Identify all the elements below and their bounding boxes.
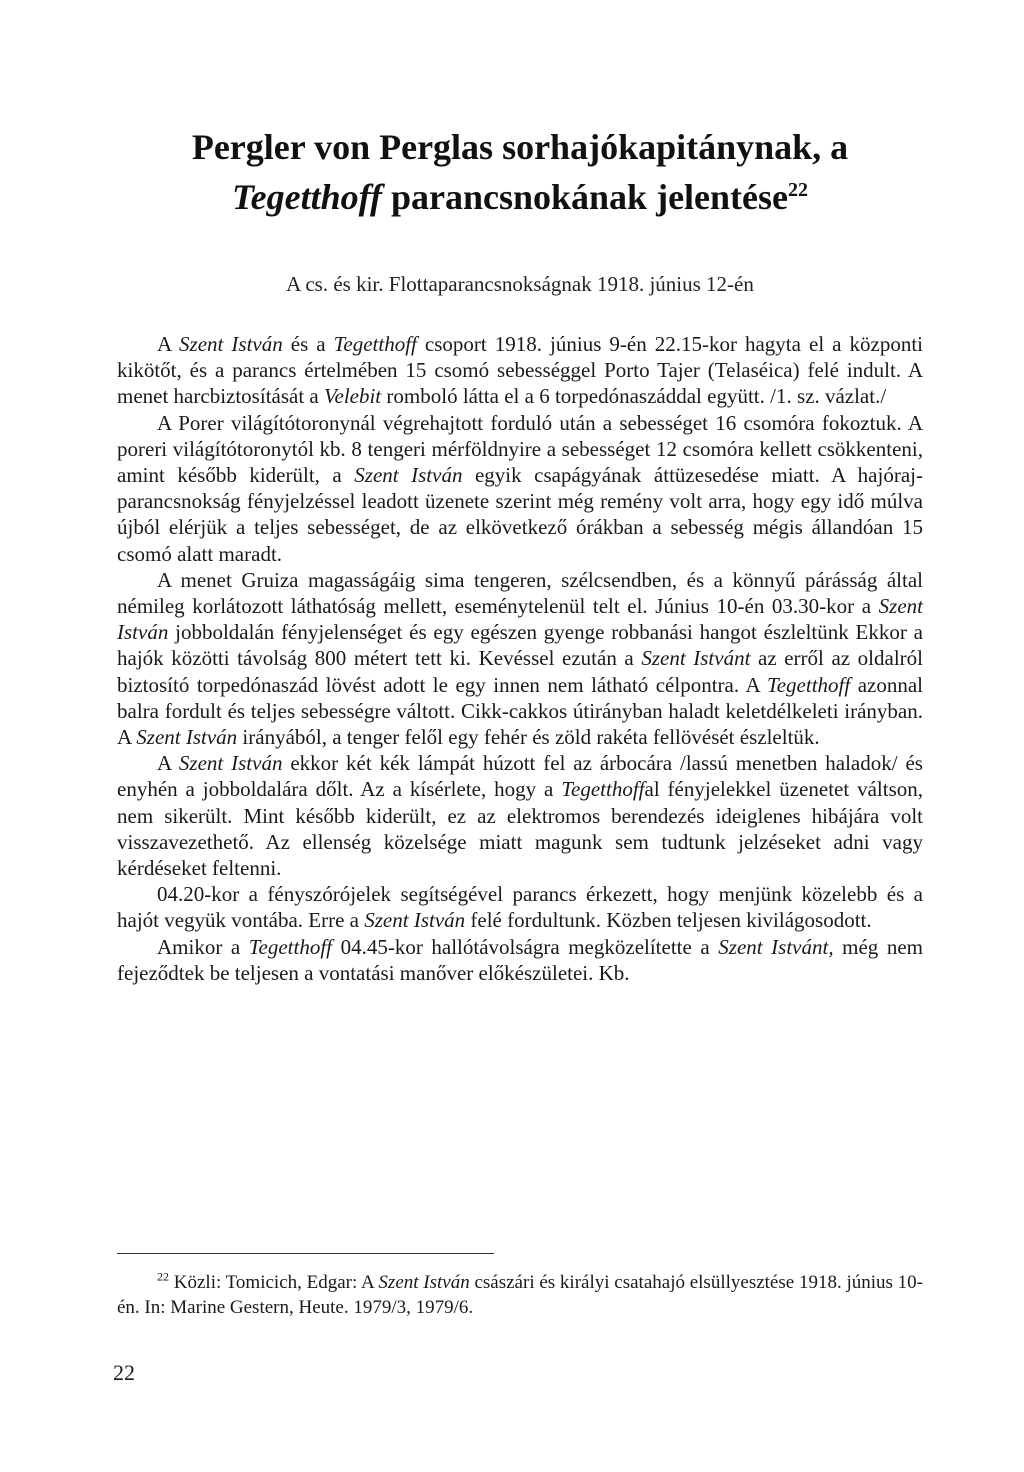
italic-run: Szent Istvánt bbox=[641, 646, 751, 671]
text-run: ekkor két kék lámpát húzott fel az árbocára /lassú menetben haladok/ és enyhén a jobboldalára dőlt. Az a kísérlete, hogy a bbox=[117, 751, 923, 802]
italic-run: Szent István bbox=[378, 1272, 470, 1293]
report-heading: A cs. és kir. Flottaparancsnokságnak 1918. június 12-én bbox=[286, 272, 754, 296]
italic-run: Tegetthoff bbox=[248, 934, 333, 959]
text-run: császári és királyi csatahajó elsüllyesztése 1918. június 10-én. In: Marine Gestern, Heute. 1979/3, 1979/6. bbox=[117, 1272, 923, 1318]
paragraph-1 bbox=[117, 331, 923, 410]
title-line-2 bbox=[110, 172, 930, 222]
italic-run: Tegetthoff bbox=[766, 672, 851, 697]
footnote-number: 22 bbox=[157, 1269, 169, 1284]
text-run: al fényjelekkel üzenetet váltson, nem sikerült. Mint később kiderült, ez az elektromos berendezés ideiglenes hibájára volt visszavezethető. Az ellenség közelsége miatt magunk sem tudtunk jelzéseket adni vagy kérdéseket feltenni. bbox=[117, 777, 923, 881]
italic-run: Szent István bbox=[136, 725, 238, 750]
text-run: 04.20-kor a fényszórójelek segítségével parancs érkezett, hogy menjünk közelebb és a hajót vegyük vontába. Erre a bbox=[117, 882, 923, 933]
text-run: romboló látta el a 6 torpedónaszáddal együtt. /1. sz. vázlat./ bbox=[381, 384, 887, 409]
title-footnote-ref: 22 bbox=[788, 179, 809, 201]
paragraph-2 bbox=[117, 410, 923, 567]
paragraph-5 bbox=[117, 881, 923, 933]
text-run: A Porer világítótoronynál végrehajtott forduló után a sebességet 16 csomóra fokoztuk. A poreri világítótoronytól kb. 8 tengeri mérföldnyire a sebességet 12 csomóra kellett csökkenteni, amint később kiderült, a bbox=[117, 410, 923, 488]
text-run: felé fordultunk. Közben teljesen kivilágosodott. bbox=[465, 908, 872, 933]
page-title bbox=[110, 122, 930, 222]
text-run: azonnal balra fordult és teljes sebességre váltott. Cikk-cakkos útirányban haladt keletdélkeleti irányban. A bbox=[117, 672, 924, 750]
text-run: irányából, a tenger felől egy fehér és zöld rakéta fellövését észleltük. bbox=[237, 725, 820, 750]
italic-run: Velebit bbox=[324, 384, 382, 409]
title-ship-name: Tegetthoff bbox=[231, 177, 382, 217]
text-run: 04.45-kor hallótávolságra megközelítette a bbox=[332, 934, 719, 959]
text-run: A bbox=[157, 332, 180, 356]
title-line-2-rest: parancsnokának jelentése bbox=[381, 177, 789, 217]
paragraph-4 bbox=[117, 750, 923, 881]
text-run: Közli: Tomicich, Edgar: A bbox=[169, 1272, 379, 1293]
italic-run: Szent Istvánt, bbox=[718, 934, 834, 959]
text-run: A bbox=[157, 751, 179, 776]
italic-run: Tegetthoff bbox=[333, 332, 417, 356]
text-run: Amikor a bbox=[157, 934, 249, 959]
paragraph-3 bbox=[117, 567, 923, 750]
paragraph-6 bbox=[117, 934, 923, 986]
text-run: az erről az oldalról biztosító torpedónaszád lövést adott le egy innen nem látható célpontra. A bbox=[117, 646, 924, 697]
italic-run: Szent István bbox=[179, 332, 283, 356]
italic-run: Szent István bbox=[178, 751, 283, 776]
italic-run: Szent István bbox=[364, 908, 466, 933]
text-run: egyik csapágyának áttüzesedése miatt. A hajóraj-parancsnokság fényjelzéssel leadott üzenete szerint még remény volt arra, hogy egy idő múlva újból elérjük a teljes sebességet, de az elkövetkező órákban a sebesség mégis állandóan 15 csomó alatt maradt. bbox=[117, 463, 923, 566]
body-text bbox=[117, 331, 923, 986]
text-run: még nem fejeződtek be teljesen a vontatási manőver előkészületei. Kb. bbox=[117, 934, 924, 985]
italic-run: Szent István bbox=[354, 463, 463, 488]
title-line-1: Pergler von Perglas sorhajókapitánynak, a bbox=[191, 127, 849, 167]
text-run: A menet Gruiza magasságáig sima tengeren, szélcsendben, és a könnyű párásság által némileg korlátozott láthatóság mellett, eseménytelenül telt el. Június 10-én 03.30-kor a bbox=[117, 567, 923, 619]
text-run: jobboldalán fényjelenséget és egy egészen gyenge robbanási hangot észleltünk Ekkor a hajók közötti távolság 800 métert tett ki. Kevéssel ezután a bbox=[117, 620, 923, 671]
italic-run: Tegetthoff bbox=[561, 777, 645, 802]
italic-run: Szent István bbox=[117, 594, 923, 645]
page-number: 22 bbox=[113, 1360, 135, 1385]
footnote bbox=[117, 1270, 923, 1320]
text-run: és a bbox=[282, 332, 334, 356]
footnote-divider bbox=[117, 1253, 494, 1254]
text-run: csoport 1918. június 9-én 22.15-kor hagyta el a központi kikötőt, és a parancs értelmében 15 csomó sebességgel Porto Tajer (Telaséica) felé indult. A menet harcbiztosítását a bbox=[117, 332, 924, 409]
